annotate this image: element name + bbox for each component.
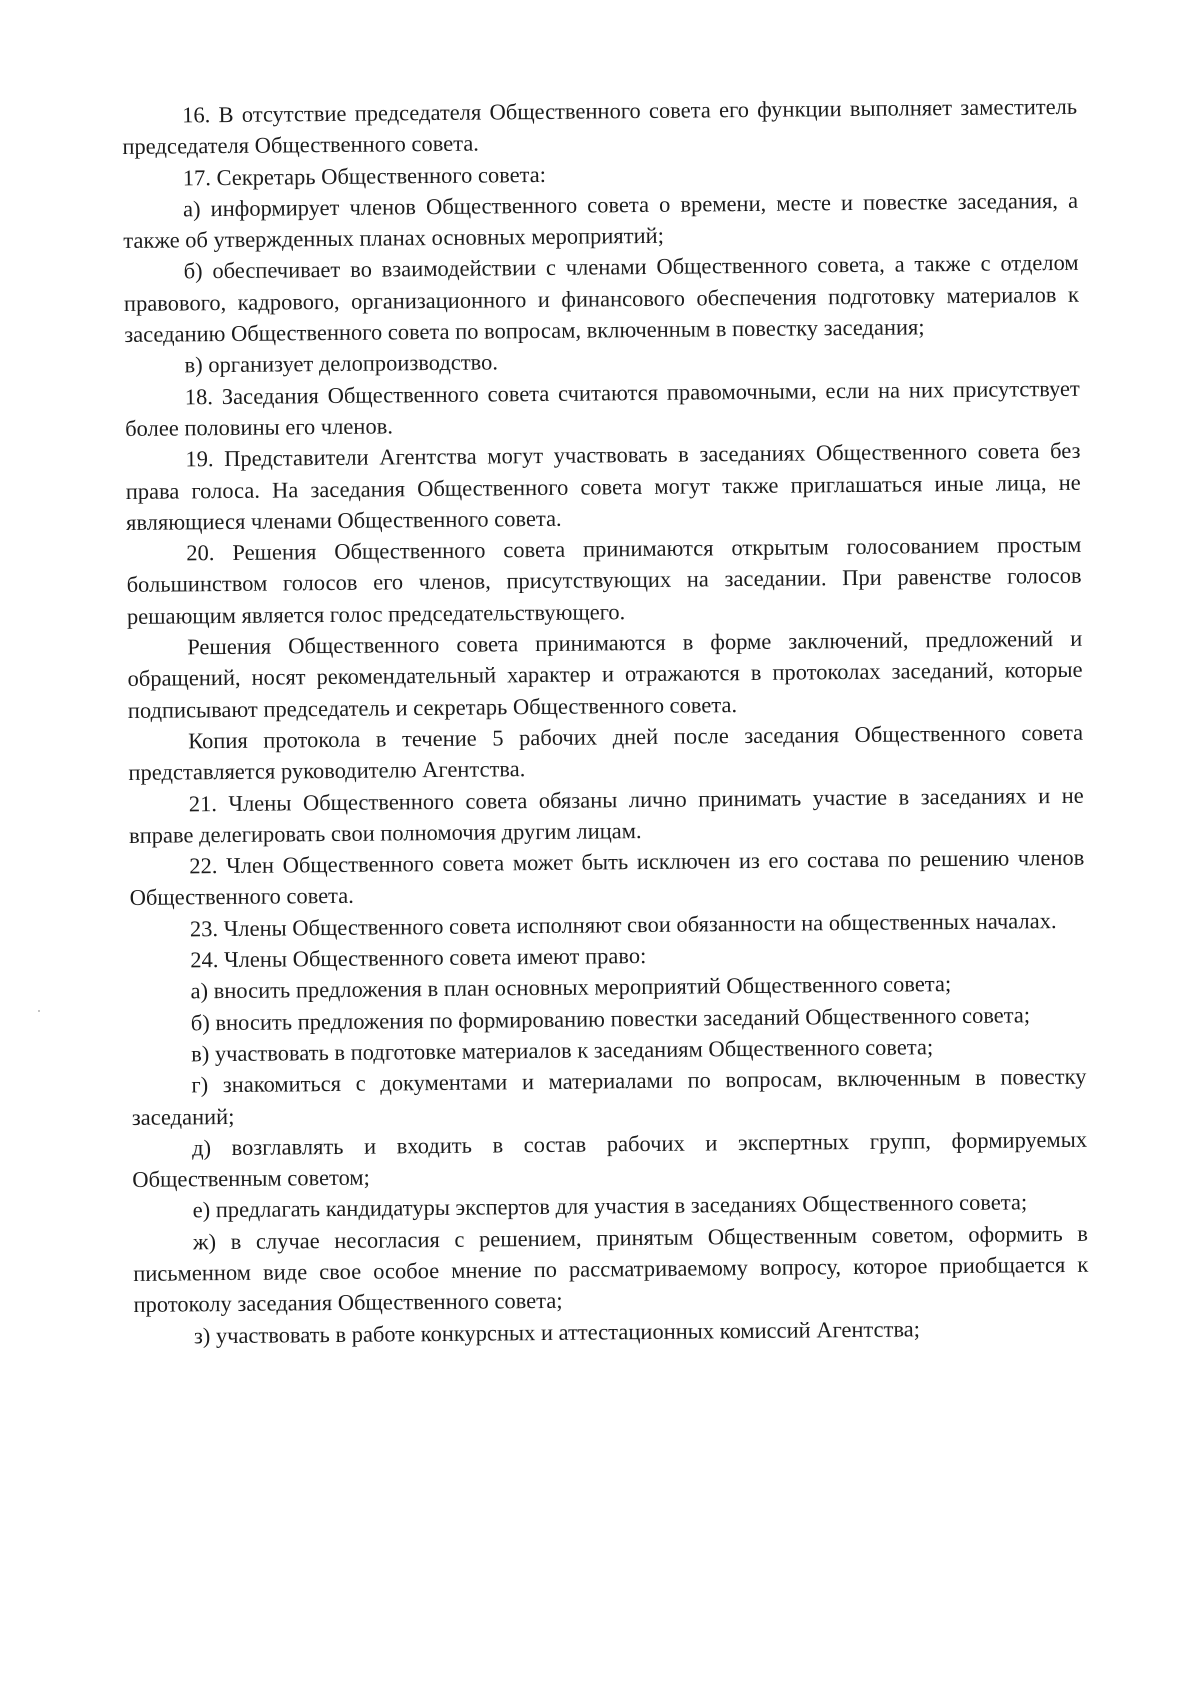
paragraph-24-z: з) участвовать в работе конкурсных и аттестационных комиссий Агентства; [193, 1315, 921, 1348]
paragraph-24-zh: ж) в случае несогласия с решением, принятым Общественным советом, оформить в письменном виде свое особое мнение по рассматриваемому вопросу, которое приобщается к протоколу заседания Общественного совета; [133, 1220, 1089, 1318]
paragraph-24-e: е) предлагать кандидатуры экспертов для участия в заседаниях Общественного совета; [192, 1189, 1028, 1223]
paragraph-20-protocol-copy: Копия протокола в течение 5 рабочих дней после заседания Общественного совета представляется руководителю Агентства. [128, 719, 1084, 786]
document-body [122, 91, 1089, 1352]
paragraph-20-decisions: Решения Общественного совета принимаются в форме заключений, предложений и обращений, носят рекомендательный характер и отражаются в протоколах заседаний, которые подписывают председатель и секретарь Общественного совета. [127, 625, 1083, 723]
paragraph-22: 22. Член Общественного совета может быть исключен из его состава по решению членов Общественного совета. [129, 844, 1085, 911]
paragraph-21: 21. Члены Общественного совета обязаны лично принимать участие в заседаниях и не вправе делегировать свои полномочия другим лицам. [128, 782, 1084, 848]
paragraph-24-v: в) участвовать в подготовке материалов к заседаниям Общественного совета; [191, 1034, 934, 1067]
paragraph-24-b: б) вносить предложения по формированию повестки заседаний Общественного совета; [190, 1001, 1031, 1035]
paragraph-24: 24. Члены Общественного совета имеют право: [190, 943, 647, 973]
paragraph-19: 19. Представители Агентства могут участвовать в заседаниях Общественного совета без права голоса. На заседания Общественного совета могут также приглашаться иные лица, не являющиеся членами Общественного совета. [125, 438, 1081, 535]
paragraph-18: 18. Заседания Общественного совета считаются правомочными, если на них присутствует более половины его членов. [125, 375, 1080, 441]
paragraph-20: 20. Решения Общественного совета принимаются открытым голосованием простым большинством голосов его членов, присутствующих на заседании. При равенстве голосов решающим является голос председательствующего. [126, 531, 1082, 629]
paragraph-17-b: б) обеспечивает во взаимодействии с членами Общественного совета, а также с отделом правового, кадрового, организационного и финансового обеспечения подготовку материалов к заседанию Общественного совета по вопросам, включенным в повестку заседания; [123, 250, 1080, 348]
scan-speck [38, 1010, 40, 1012]
paragraph-16: 16. В отсутствие председателя Общественного совета его функции выполняет заместитель председателя Общественного совета. [122, 93, 1078, 160]
paragraph-23: 23. Члены Общественного совета исполняют свои обязанности на общественных началах. [189, 907, 1057, 942]
paragraph-17: 17. Секретарь Общественного совета: [182, 161, 547, 191]
paragraph-17-a: а) информирует членов Общественного совета о времени, месте и повестке заседания, а также об утвержденных планах основных мероприятий; [123, 187, 1079, 254]
paragraph-24-d: д) возглавлять и входить в состав рабочих и экспертных групп, формируемых Общественным советом; [132, 1126, 1088, 1193]
paragraph-24-g: г) знакомиться с документами и материалами по вопросам, включенным в повестку заседаний; [131, 1063, 1087, 1130]
paragraph-17-v: в) организует делопроизводство. [184, 349, 499, 378]
paragraph-24-a: а) вносить предложения в план основных мероприятий Общественного совета; [190, 971, 952, 1004]
